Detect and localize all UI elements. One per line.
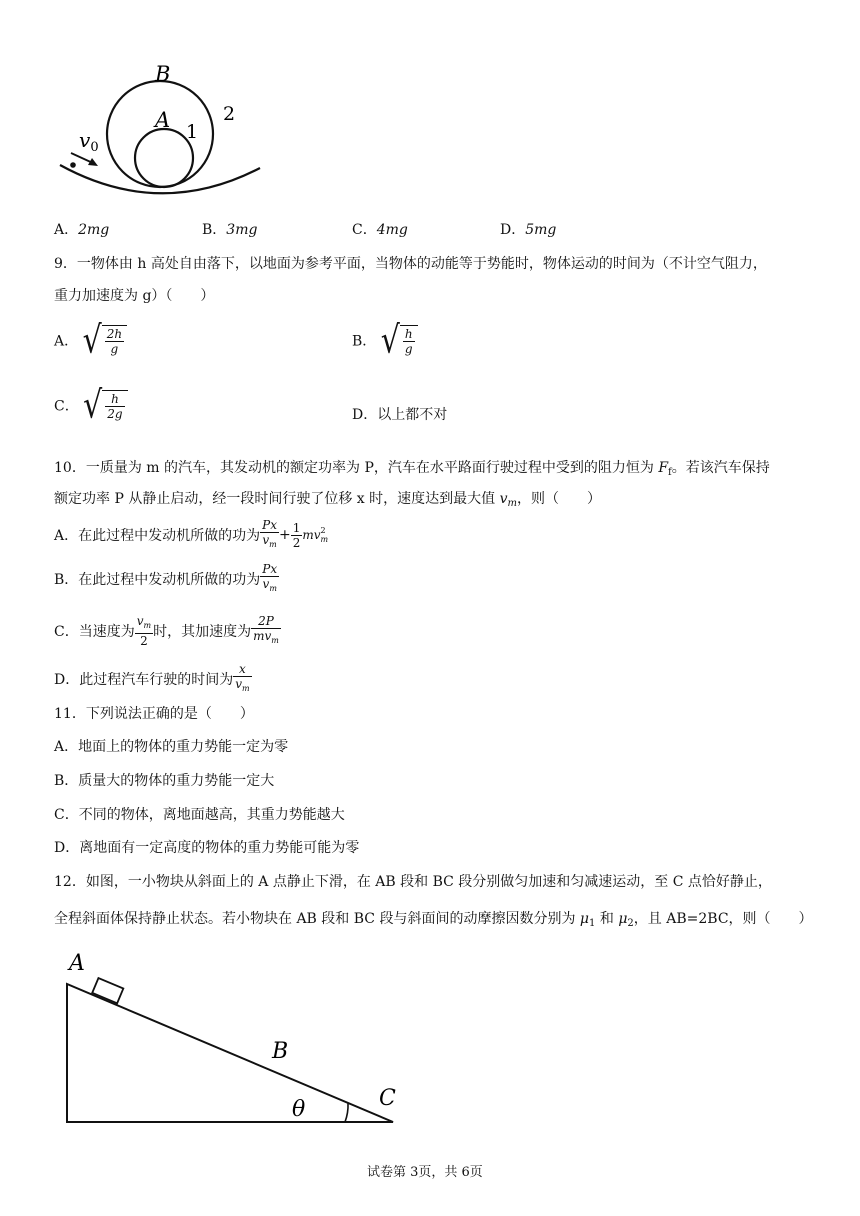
q11-option-c[interactable]: C．不同的物体，离地面越高，其重力势能越大: [54, 807, 345, 823]
q9-option-d[interactable]: D．以上都不对: [352, 407, 448, 423]
q9-stem-line1: 9．一物体由 h 高处自由落下，以地面为参考平面，当物体的动能等于势能时，物体运动的时间为（不计空气阻力，: [54, 256, 767, 272]
angle-arc: [345, 1103, 348, 1122]
label-B: B: [155, 62, 171, 86]
incline-triangle: [67, 984, 393, 1122]
label-2: 2: [223, 103, 236, 125]
label-B: B: [272, 1039, 289, 1064]
q10-option-c[interactable]: C．当速度为 $\frac{v_m}{2}$ 时，其加速度为 $\frac{2P}{mv_m}$: [54, 614, 279, 648]
page-footer: 试卷第 3页，共 6页: [367, 1165, 483, 1180]
q8-option-d[interactable]: D．5mg: [500, 222, 557, 238]
q8-option-a[interactable]: A．2mg: [54, 222, 110, 238]
q10-option-a[interactable]: A．在此过程中发动机所做的功为 $\frac{Px}{v_m}$ + $\frac{1}{2}$ mv 2 m: [54, 518, 329, 550]
q11-option-a[interactable]: A．地面上的物体的重力势能一定为零: [54, 739, 289, 755]
loop-track-figure: [55, 55, 265, 205]
q8-option-c[interactable]: C．4mg: [352, 222, 408, 238]
q12-stem-line2: 全程斜面体保持静止状态。若小物块在 AB 段和 BC 段与斜面间的动摩擦因数分别为 $\mu_1$ 和 $\mu_2$，且 AB=2BC，则（ ）: [54, 911, 813, 929]
label-C: C: [379, 1086, 396, 1111]
q10-option-b[interactable]: B．在此过程中发动机所做的功为 $\frac{Px}{v_m}$: [54, 562, 278, 593]
sqrt-h-over-2g: √ $\frac{h}{2g}$: [83, 390, 127, 421]
ground-track-curve: [60, 165, 260, 193]
q8-option-b[interactable]: B．3mg: [202, 222, 258, 238]
small-block: [92, 978, 123, 1003]
q9-stem-line2: 重力加速度为 g）（ ）: [54, 288, 215, 304]
q9-option-b[interactable]: B． √ $\frac{h}{g}$: [352, 325, 418, 356]
q9-option-c[interactable]: C． √ $\frac{h}{2g}$: [54, 390, 128, 421]
label-theta: θ: [292, 1097, 306, 1122]
q10-stem-line1: 10．一质量为 m 的汽车，其发动机的额定功率为 P，汽车在水平路面行驶过程中受到的阻力恒为 $F_f$。若该汽车保持: [54, 460, 770, 478]
q11-stem: 11．下列说法正确的是（ ）: [54, 706, 254, 722]
q9-option-a[interactable]: A． √ $\frac{2h}{g}$: [54, 325, 127, 356]
label-v0: $v_0$: [79, 128, 99, 155]
q10-stem-line2: 额定功率 P 从静止启动，经一段时间行驶了位移 x 时，速度达到最大值 $v_m$，则（ ）: [54, 491, 601, 509]
sqrt-h-over-g: √ $\frac{h}{g}$: [381, 325, 418, 356]
label-1: 1: [186, 121, 199, 143]
q10-option-d[interactable]: D．此过程汽车行驶的时间为 $\frac{x}{v_m}$: [54, 662, 250, 693]
small-ball: [70, 162, 76, 168]
sqrt-2h-over-g: √ $\frac{2h}{g}$: [83, 325, 128, 356]
inner-loop-1: [135, 129, 193, 187]
label-A: A: [69, 951, 85, 976]
q12-stem-line1: 12．如图，一小物块从斜面上的 A 点静止下滑，在 AB 段和 BC 段分别做匀加速和匀减速运动，至 C 点恰好静止，: [54, 874, 772, 890]
label-A: A: [155, 108, 171, 132]
incline-figure: [55, 940, 415, 1130]
q11-option-d[interactable]: D．离地面有一定高度的物体的重力势能可能为零: [54, 840, 360, 856]
q11-option-b[interactable]: B．质量大的物体的重力势能一定大: [54, 773, 275, 789]
